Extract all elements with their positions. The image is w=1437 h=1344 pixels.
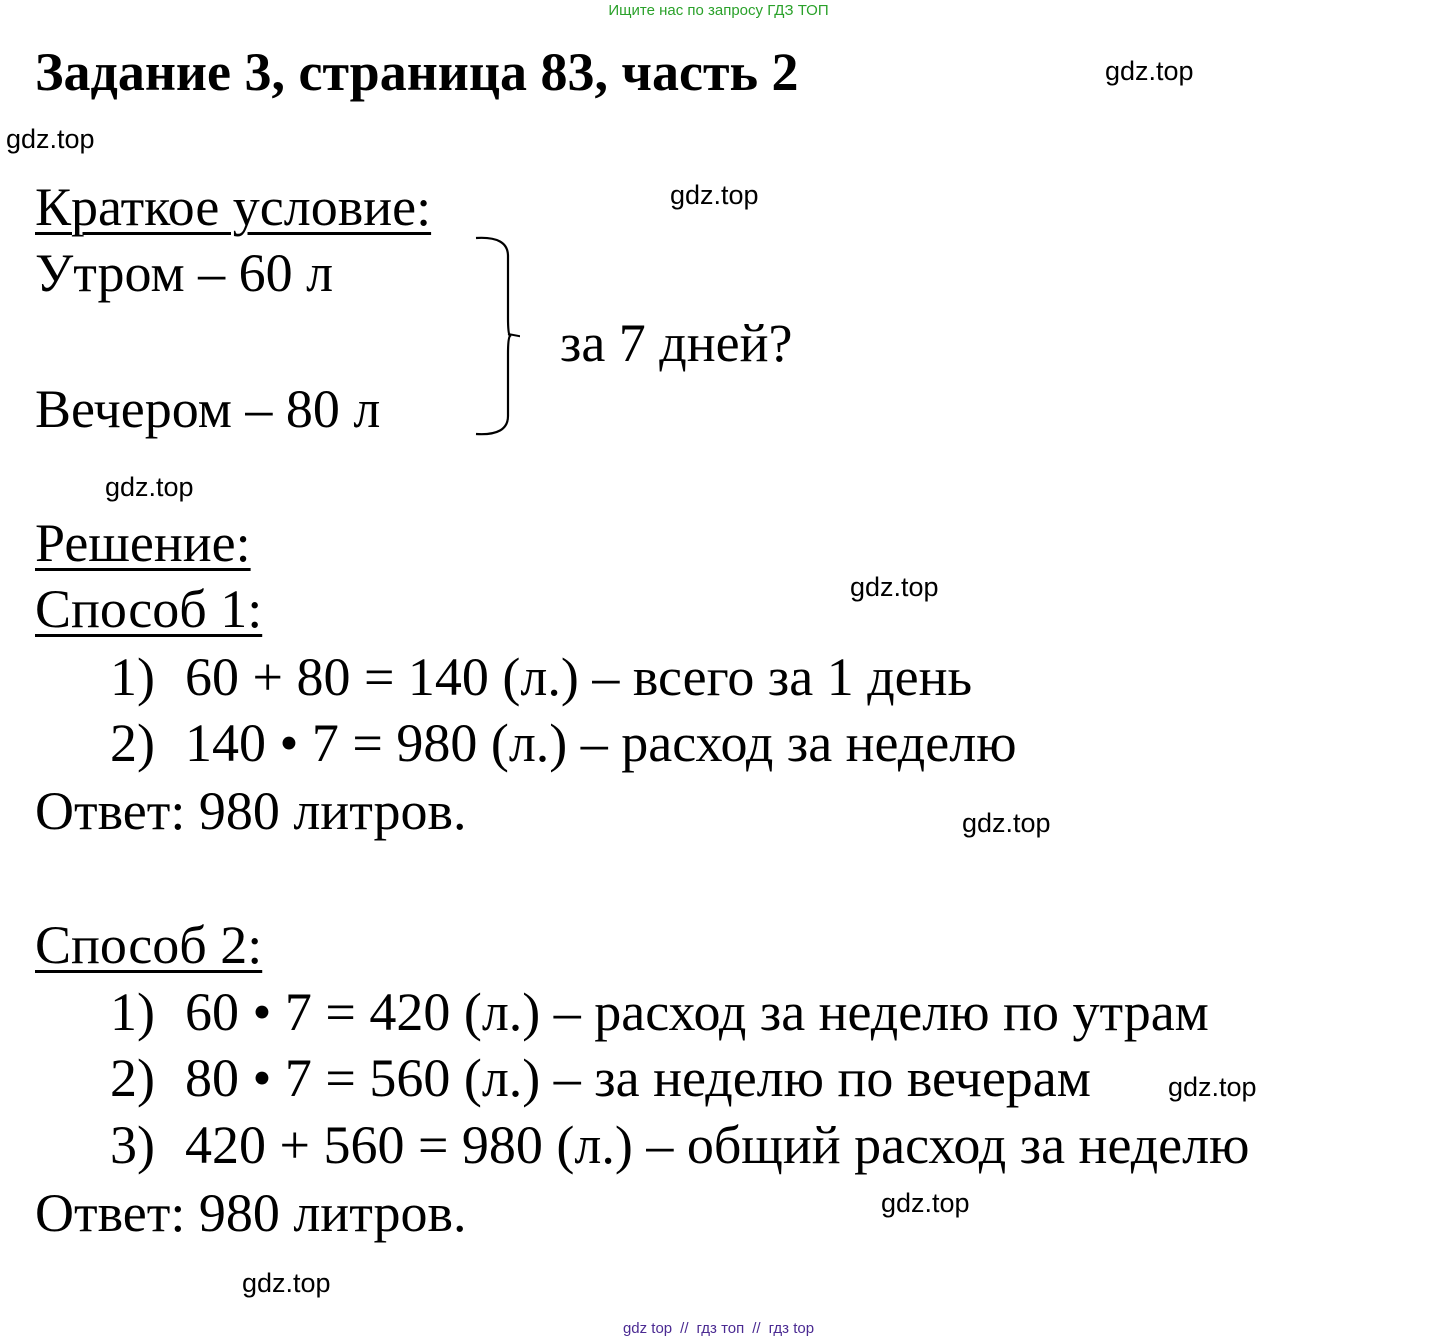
watermark: gdz.top <box>1168 1072 1257 1102</box>
condition-evening: Вечером – 80 л <box>35 379 381 439</box>
watermark: gdz.top <box>670 180 759 210</box>
method2-step-number: 2) <box>110 1048 155 1108</box>
method1-step-number: 2) <box>110 713 155 773</box>
method2-step-text: 80 • 7 = 560 (л.) – за неделю по вечерам <box>185 1048 1091 1108</box>
method2-step-text: 60 • 7 = 420 (л.) – расход за неделю по утрам <box>185 982 1209 1042</box>
method2-answer: Ответ: 980 литров. <box>35 1183 467 1243</box>
watermark: gdz.top <box>105 472 194 502</box>
condition-heading: Краткое условие: <box>35 177 432 237</box>
watermark: gdz.top <box>881 1188 970 1218</box>
top-banner: Ищите нас по запросу ГДЗ ТОП <box>608 2 829 19</box>
method1-step-number: 1) <box>110 647 155 707</box>
curly-brace-icon <box>470 232 520 442</box>
method2-step-number: 3) <box>110 1115 155 1175</box>
footer-links <box>0 1319 1437 1339</box>
solution-heading: Решение: <box>35 513 251 573</box>
method1-heading: Способ 1: <box>35 579 263 639</box>
method2-step-text: 420 + 560 = 980 (л.) – общий расход за неделю <box>185 1115 1250 1175</box>
footer-link-gdz-top-mixed[interactable]: гдз top <box>768 1320 815 1337</box>
watermark: gdz.top <box>6 124 95 154</box>
watermark: gdz.top <box>242 1268 331 1298</box>
watermark: gdz.top <box>1105 56 1194 86</box>
method2-heading: Способ 2: <box>35 915 263 975</box>
method1-answer: Ответ: 980 литров. <box>35 781 467 841</box>
condition-morning: Утром – 60 л <box>35 243 334 303</box>
page-title: Задание 3, страница 83, часть 2 <box>35 42 799 102</box>
footer-link-gdz-top[interactable]: gdz top <box>622 1320 673 1337</box>
watermark: gdz.top <box>850 572 939 602</box>
condition-question: за 7 дней? <box>560 313 793 373</box>
footer-separator: // <box>680 1320 689 1337</box>
footer-separator: // <box>752 1320 761 1337</box>
method1-step-text: 140 • 7 = 980 (л.) – расход за неделю <box>185 713 1017 773</box>
footer-link-gdz-top-ru[interactable]: гдз топ <box>696 1320 745 1337</box>
watermark: gdz.top <box>962 808 1051 838</box>
method2-step-number: 1) <box>110 982 155 1042</box>
method1-step-text: 60 + 80 = 140 (л.) – всего за 1 день <box>185 647 973 707</box>
